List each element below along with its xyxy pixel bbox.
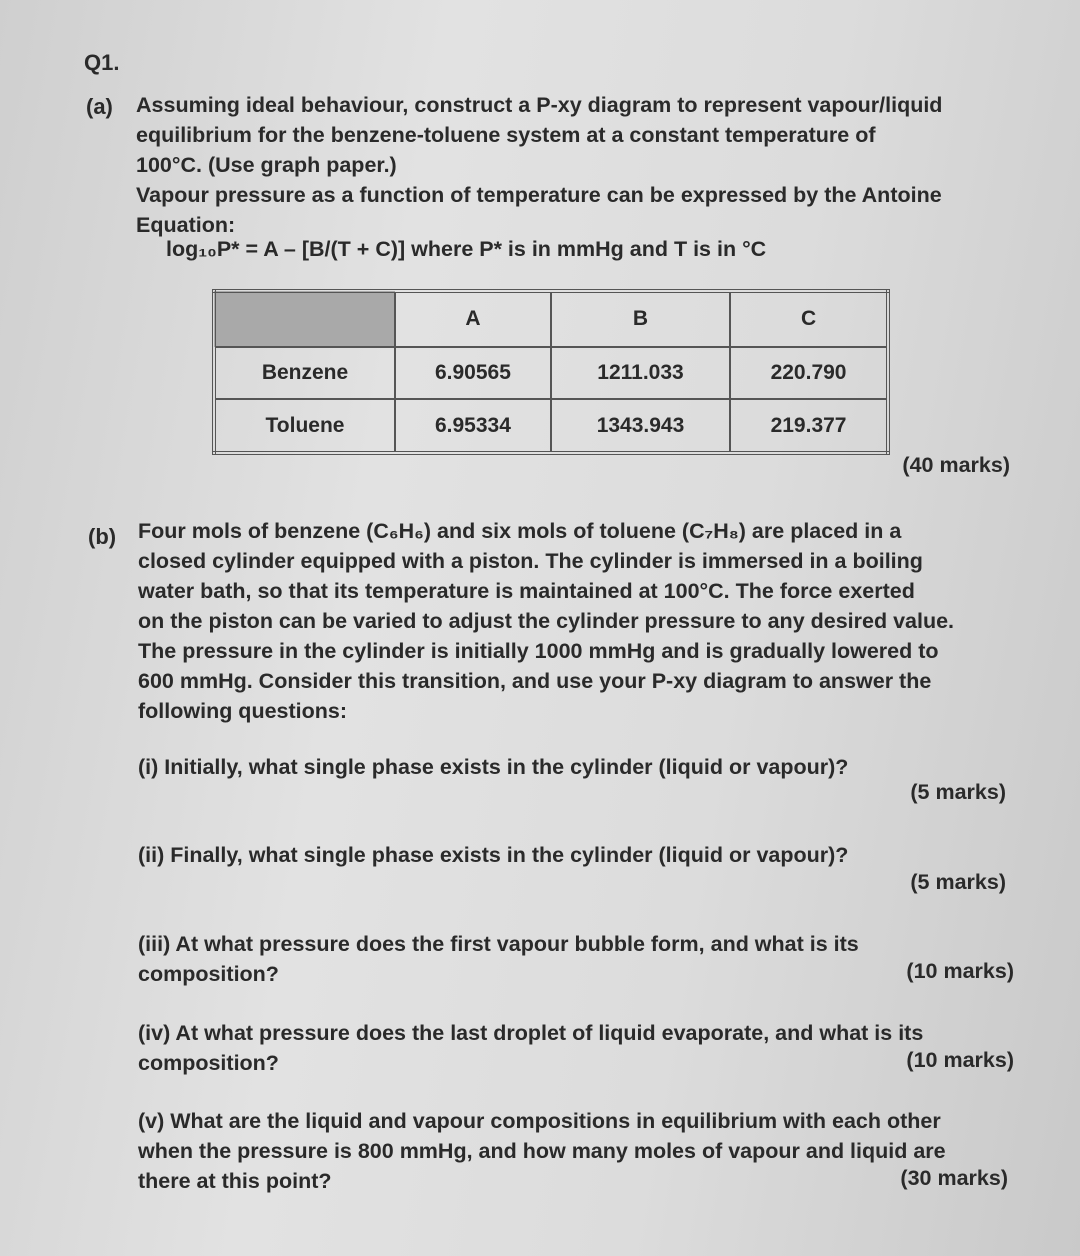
subquestion-v-line: there at this point? <box>138 1169 332 1193</box>
table-cell: Benzene <box>214 347 395 400</box>
table-cell: 219.377 <box>730 399 888 453</box>
subquestion-iv-line: composition? <box>138 1051 279 1075</box>
subquestion-ii: (ii) Finally, what single phase exists in the cylinder (liquid or vapour)? <box>138 843 849 867</box>
part-b-line: The pressure in the cylinder is initially 1000 mmHg and is gradually lowered to <box>138 639 939 663</box>
subquestion-iv-marks: (10 marks) <box>906 1048 1014 1072</box>
subquestion-v-line: when the pressure is 800 mmHg, and how many moles of vapour and liquid are <box>138 1139 946 1163</box>
antoine-equation: log₁₀P* = A – [B/(T + C)] where P* is in mmHg and T is in °C <box>166 237 767 261</box>
subquestion-ii-marks: (5 marks) <box>910 870 1006 894</box>
part-b-line: on the piston can be varied to adjust the cylinder pressure to any desired value. <box>138 609 955 633</box>
antoine-constants-table <box>212 289 890 455</box>
part-b-line: 600 mmHg. Consider this transition, and use your P-xy diagram to answer the <box>138 669 932 693</box>
subquestion-iv-line: (iv) At what pressure does the last droplet of liquid evaporate, and what is its <box>138 1021 924 1045</box>
part-b-line: Four mols of benzene (C₆H₆) and six mols of toluene (C₇H₈) are placed in a <box>138 519 902 543</box>
part-b-text <box>138 516 1038 726</box>
part-a-line: equilibrium for the benzene-toluene system at a constant temperature of <box>136 123 876 147</box>
part-b-line: following questions: <box>138 699 348 723</box>
part-a-line: Vapour pressure as a function of temperature can be expressed by the Antoine <box>136 183 942 207</box>
part-b-line: closed cylinder equipped with a piston. The cylinder is immersed in a boiling <box>138 549 923 573</box>
table-header-cell: C <box>730 291 888 347</box>
table-corner-cell <box>214 291 395 347</box>
subquestion-iii-line: (iii) At what pressure does the first vapour bubble form, and what is its <box>138 932 859 956</box>
part-a-text <box>136 90 1036 240</box>
part-a-marks: (40 marks) <box>902 453 1010 477</box>
table-cell: 6.90565 <box>395 347 551 400</box>
table-row <box>214 399 888 453</box>
table-header-cell: A <box>395 291 551 347</box>
part-b-line: water bath, so that its temperature is maintained at 100°C. The force exerted <box>138 579 915 603</box>
subquestion-iii-line: composition? <box>138 962 279 986</box>
subquestion-iii-marks: (10 marks) <box>906 959 1014 983</box>
subquestion-i: (i) Initially, what single phase exists in the cylinder (liquid or vapour)? <box>138 755 849 779</box>
subquestion-v-line: (v) What are the liquid and vapour compositions in equilibrium with each other <box>138 1109 941 1133</box>
part-a-line: Assuming ideal behaviour, construct a P-xy diagram to represent vapour/liquid <box>136 93 943 117</box>
table-cell: 1211.033 <box>551 347 730 400</box>
table-cell: 1343.943 <box>551 399 730 453</box>
part-a-label: (a) <box>86 94 113 119</box>
subquestion-i-marks: (5 marks) <box>910 780 1006 804</box>
table-header-row <box>214 291 888 347</box>
part-a-line: 100°C. (Use graph paper.) <box>136 153 397 177</box>
table-cell: 6.95334 <box>395 399 551 453</box>
table-cell: Toluene <box>214 399 395 453</box>
part-a-line: Equation: <box>136 213 236 237</box>
subquestion-v-marks: (30 marks) <box>900 1166 1008 1190</box>
part-b-label: (b) <box>88 524 117 549</box>
table-row <box>214 347 888 400</box>
question-number: Q1. <box>84 50 120 75</box>
table-cell: 220.790 <box>730 347 888 400</box>
table-header-cell: B <box>551 291 730 347</box>
